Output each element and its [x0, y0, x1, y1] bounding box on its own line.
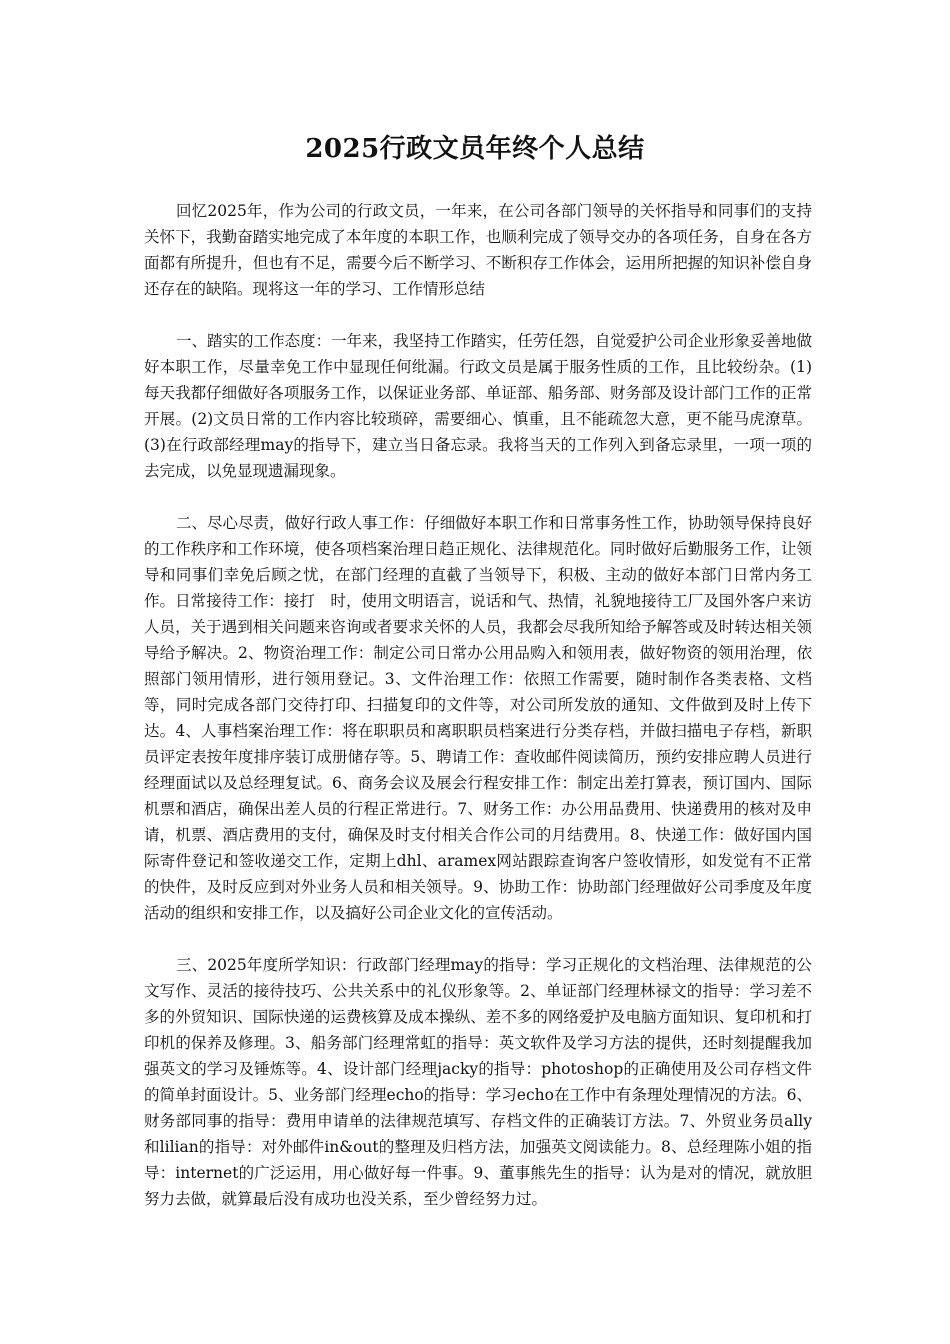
paragraph-knowledge-learned: 三、2025年度所学知识：行政部门经理may的指导：学习正规化的文档治理、法律规范的公文写作、灵活的接待技巧、公共关系中的礼仪形象等。2、单证部门经理林禄文的指导：学习差不多的外贸知识、国际快递的运费核算及成本操纵、差不多的网络爱护及电脑方面知识、复印机和打印机的保养及修理。3、船务部门经理常虹的指导：英文软件及学习方法的提供，还时刻提醒我加强英文的学习及锤炼等。4、设计部门经理jacky的指导：photoshop的正确使用及公司存档文件的简单封面设计。5、业务部门经理echo的指导：学习echo在工作中有条理处理情况的方法。6、财务部同事的指导：费用申请单的法律规范填写、存档文件的正确装订方法。7、外贸业务员ally和lilian的指导：对外邮件in&out的整理及归档方法，加强英文阅读能力。8、总经理陈小姐的指导：internet的广泛运用，用心做好每一件事。9、董事熊先生的指导：认为是对的情况，就放胆努力去做，就算最后没有成功也没关系，至少曾经努力过。 [144, 956, 812, 1208]
document-body [144, 198, 812, 1238]
paragraph-work-attitude: 一、踏实的工作态度：一年来，我坚持工作踏实，任劳任怨，自觉爱护公司企业形象妥善地做好本职工作，尽量幸免工作中显现任何纰漏。行政文员是属于服务性质的工作，且比较纷杂。(1)每天我都仔细做好各项服务工作，以保证业务部、单证部、船务部、财务部及设计部门工作的正常开展。(2)文员日常的工作内容比较琐碎，需要细心、慎重，且不能疏忽大意，更不能马虎潦草。(3)在行政部经理may的指导下，建立当日备忘录。我将当天的工作列入到备忘录里，一项一项的去完成，以免显现遗漏现象。 [144, 332, 812, 480]
paragraph-intro: 回忆2025年，作为公司的行政文员，一年来，在公司各部门领导的关怀指导和同事们的支持关怀下，我勤奋踏实地完成了本年度的本职工作，也顺利完成了领导交办的各项任务，自身在各方面都有所提升，但也有不足，需要今后不断学习、不断积存工作体会，运用所把握的知识补偿自身还存在的缺陷。现将这一年的学习、工作情形总结 [144, 202, 812, 298]
paragraph-admin-hr-work: 二、尽心尽责，做好行政人事工作：仔细做好本职工作和日常事务性工作，协助领导保持良好的工作秩序和工作环境，使各项档案治理日趋正规化、法律规范化。同时做好后勤服务工作，让领导和同事们幸免后顾之忧，在部门经理的直截了当领导下，积极、主动的做好本部门日常内务工作。日常接待工作：接打 时，使用文明语言，说话和气、热情，礼貌地接待工厂及国外客户来访人员，关于遇到相关问题来咨询或者要求关怀的人员，我都会尽我所知给予解答或及时转达相关领导给予解决。2、物资治理工作：制定公司日常办公用品购入和领用表，做好物资的领用治理，依照部门领用情形，进行领用登记。3、文件治理工作：依照工作需要，随时制作各类表格、文档等，同时完成各部门交待打印、扫描复印的文件等，对公司所发放的通知、文件做到及时上传下达。4、人事档案治理工作：将在职职员和离职职员档案进行分类存档，并做扫描电子存档，新职员评定表按年度排序装订成册储存等。5、聘请工作：查收邮件阅读简历，预约安排应聘人员进行经理面试以及总经理复试。6、商务会议及展会行程安排工作：制定出差打算表，预订国内、国际机票和酒店，确保出差人员的行程正常进行。7、财务工作：办公用品费用、快递费用的核对及申请，机票、酒店费用的支付，确保及时支付相关合作公司的月结费用。8、快递工作：做好国内国际寄件登记和签收递交工作，定期上dhl、aramex网站跟踪查询客户签收情形，如发觉有不正常的快件，及时反应到对外业务人员和相关领导。9、协助工作：协助部门经理做好公司季度及年度活动的组织和安排工作，以及搞好公司企业文化的宣传活动。 [144, 514, 812, 922]
document-title: 2025行政文员年终个人总结 [305, 134, 645, 164]
